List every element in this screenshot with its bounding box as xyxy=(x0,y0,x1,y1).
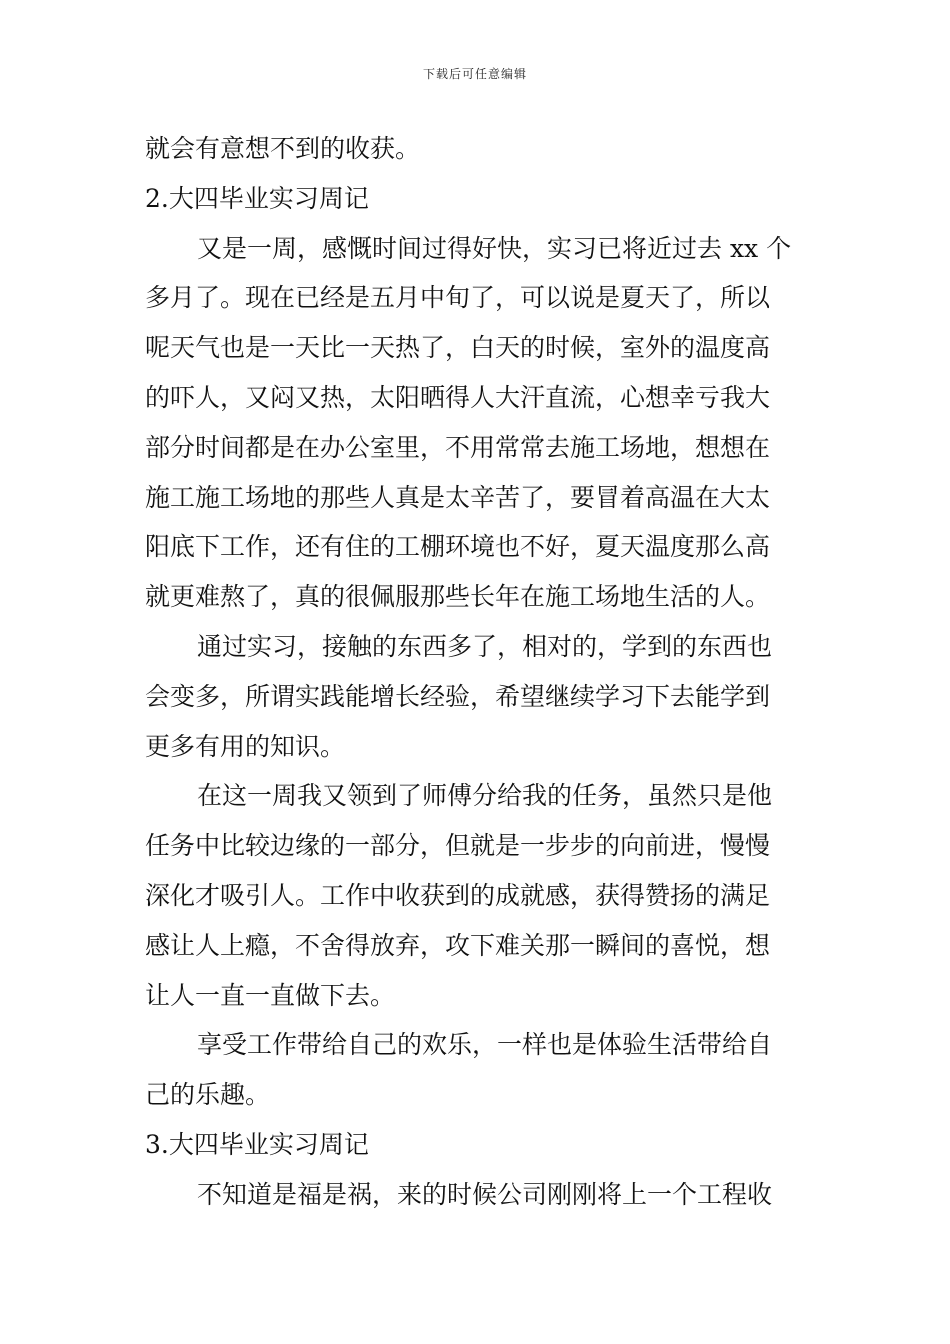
text-line: 更多有用的知识。 xyxy=(145,731,346,761)
text-line: 通过实习，接触的东西多了，相对的，学到的东西也 xyxy=(197,631,773,661)
text-line: 又是一周，感慨时间过得好快，实习已将近过去 xx 个 xyxy=(197,233,792,263)
text-line: 己的乐趣。 xyxy=(145,1080,271,1110)
text-line: 阳底下工作，还有住的工棚环境也不好，夏天温度那么高 xyxy=(145,532,771,562)
section-heading: 2.大四毕业实习周记 xyxy=(145,183,369,213)
text-line: 就会有意想不到的收获。 xyxy=(145,134,421,163)
text-line: 部分时间都是在办公室里，不用常常去施工场地，想想在 xyxy=(145,432,771,462)
text-line: 呢天气也是一天比一天热了，白天的时候，室外的温度高 xyxy=(145,333,771,363)
text-line: 感让人上瘾，不舍得放弃，攻下难关那一瞬间的喜悦，想 xyxy=(145,930,771,960)
text-line: 会变多，所谓实践能增长经验，希望继续学习下去能学到 xyxy=(145,681,771,711)
text-line: 享受工作带给自己的欢乐，一样也是体验生活带给自 xyxy=(197,1030,773,1060)
document-body xyxy=(145,124,810,1220)
text-line: 任务中比较边缘的一部分，但就是一步步的向前进，慢慢 xyxy=(145,831,771,861)
text-line: 在这一周我又领到了师傅分给我的任务，虽然只是他 xyxy=(197,781,773,811)
text-line: 让人一直一直做下去。 xyxy=(145,980,396,1010)
text-line: 施工施工场地的那些人真是太辛苦了，要冒着高温在大太 xyxy=(145,482,771,512)
text-line: 不知道是福是祸，来的时候公司刚刚将上一个工程收 xyxy=(197,1179,773,1209)
text-line: 多月了。现在已经是五月中旬了，可以说是夏天了，所以 xyxy=(145,283,771,313)
text-line: 深化才吸引人。工作中收获到的成就感，获得赞扬的满足 xyxy=(145,880,771,910)
text-line: 就更难熬了，真的很佩服那些长年在施工场地生活的人。 xyxy=(145,582,771,612)
page-header: 下载后可任意编辑 xyxy=(422,67,527,81)
text-line: 的吓人，又闷又热，太阳晒得人大汗直流，心想幸亏我大 xyxy=(145,382,771,412)
section-heading: 3.大四毕业实习周记 xyxy=(145,1129,369,1159)
